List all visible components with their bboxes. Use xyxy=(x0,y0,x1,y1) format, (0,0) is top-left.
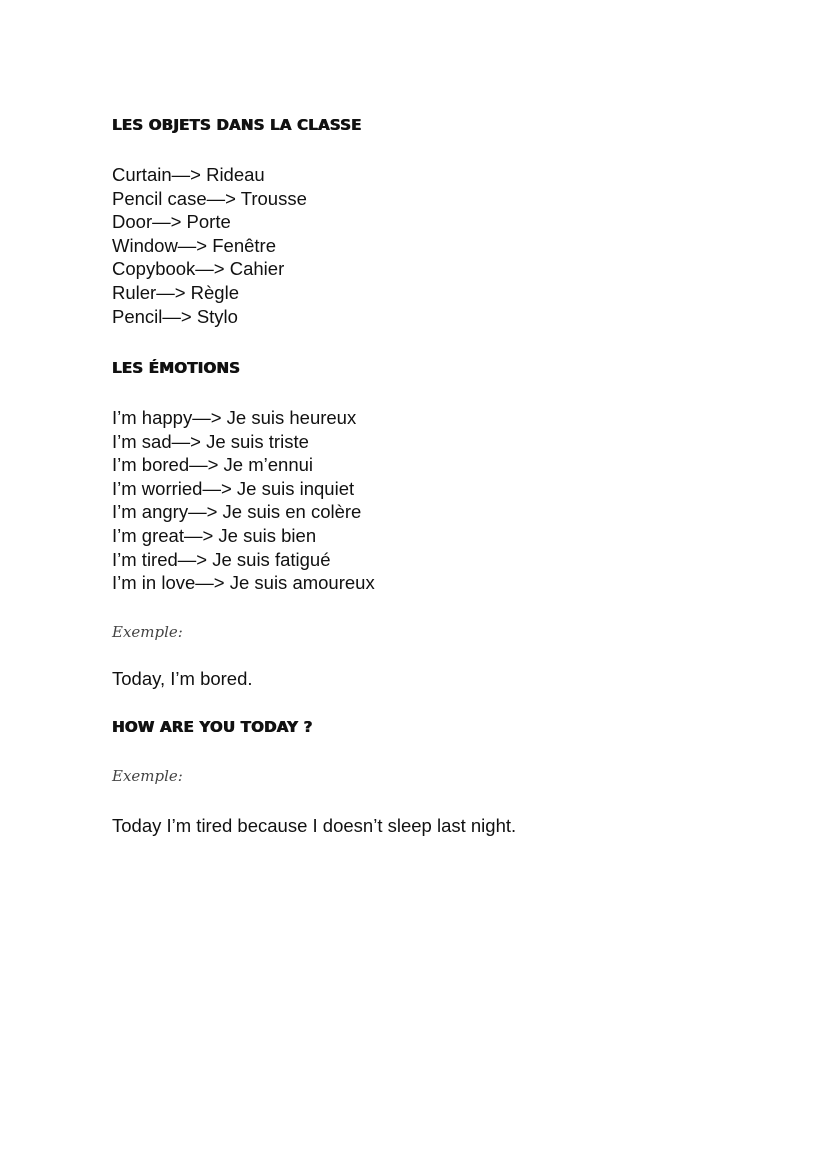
list-item: I’m bored—> Je m’ennui xyxy=(112,454,314,476)
list-item: I’m great—> Je suis bien xyxy=(112,524,317,546)
list-item: Curtain—> Rideau xyxy=(112,164,265,185)
list-item: I’m angry—> Je suis en colère xyxy=(112,501,362,523)
emotions-example-text: Today, I’m bored. xyxy=(112,668,253,689)
today-example-text: Today I’m tired because I doesn’t sleep last night. xyxy=(112,815,517,836)
list-item: Pencil case—> Trousse xyxy=(112,187,307,209)
today-example-label: Exemple: xyxy=(112,767,183,785)
list-item: Copybook—> Cahier xyxy=(112,258,285,280)
list-item: I’m sad—> Je suis triste xyxy=(112,430,309,452)
list-item: I’m tired—> Je suis fatigué xyxy=(112,548,331,570)
list-item: Pencil—> Stylo xyxy=(112,305,238,327)
list-item: I’m happy—> Je suis heureux xyxy=(112,407,357,428)
list-item: Ruler—> Règle xyxy=(112,281,239,303)
objects-list xyxy=(112,163,307,328)
emotions-list xyxy=(112,406,375,595)
list-item: I’m in love—> Je suis amoureux xyxy=(112,572,375,594)
today-heading: HOW ARE YOU TODAY ? xyxy=(112,718,313,736)
list-item: Door—> Porte xyxy=(112,211,231,233)
objects-heading: LES OBJETS DANS LA CLASSE xyxy=(112,116,362,134)
list-item: Window—> Fenêtre xyxy=(112,234,276,256)
emotions-heading: LES ÉMOTIONS xyxy=(112,359,241,377)
emotions-example-label: Exemple: xyxy=(112,623,183,641)
list-item: I’m worried—> Je suis inquiet xyxy=(112,477,355,499)
